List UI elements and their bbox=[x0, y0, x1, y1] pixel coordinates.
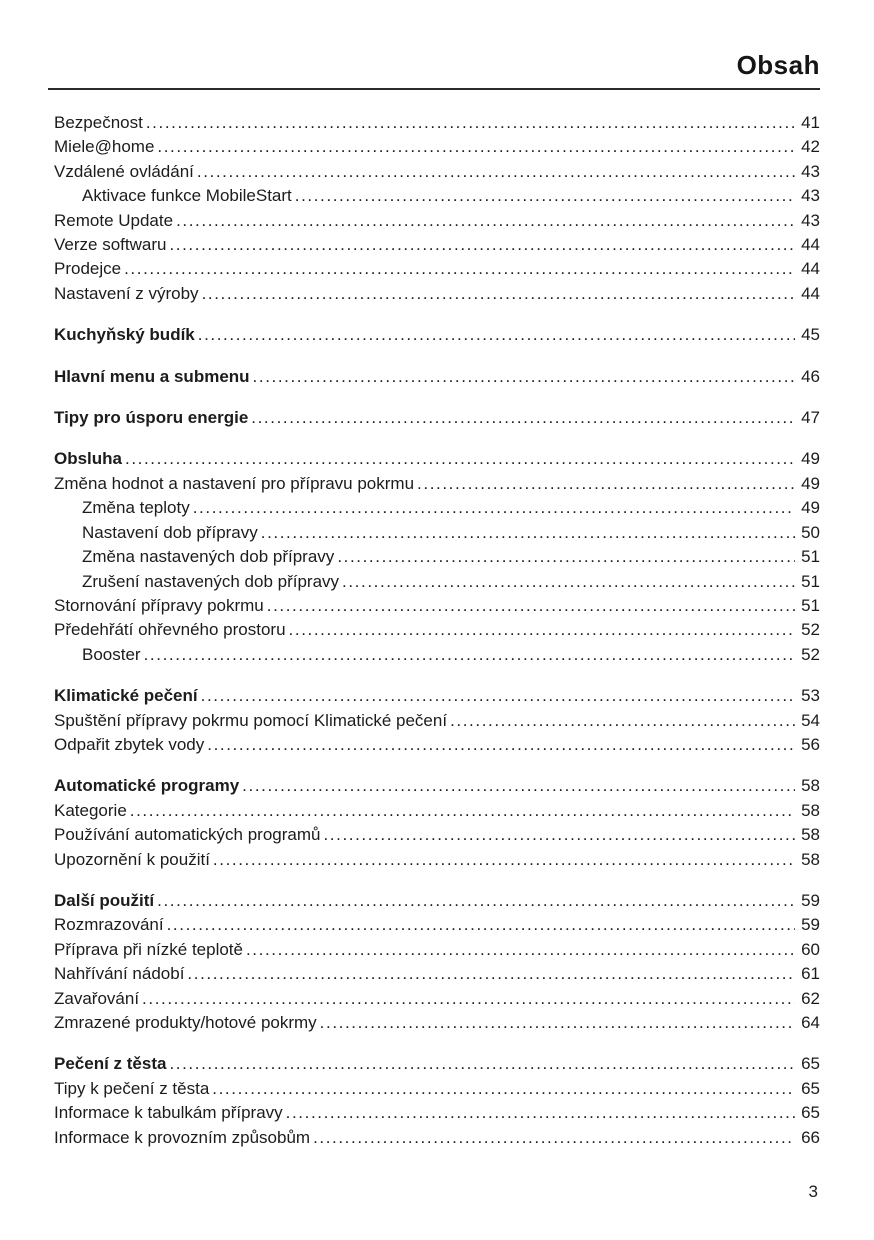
toc-entry-label: Automatické programy bbox=[54, 776, 240, 796]
dot-leader bbox=[166, 233, 795, 257]
toc-entry-page: 49 bbox=[801, 498, 820, 518]
toc-entry-label: Nastavení z výroby bbox=[54, 283, 199, 303]
toc-entry bbox=[54, 823, 820, 847]
toc-entry-label: Odpařit zbytek vody bbox=[54, 734, 205, 754]
toc-entry-label: Nastavení dob přípravy bbox=[82, 522, 258, 542]
toc-entry-page: 56 bbox=[801, 734, 820, 754]
toc-entry-page: 52 bbox=[801, 620, 820, 640]
toc-entry bbox=[54, 365, 820, 389]
toc-entry-label: Upozornění k použití bbox=[54, 849, 210, 869]
toc-entry bbox=[54, 135, 820, 159]
toc-entry-page: 44 bbox=[801, 235, 820, 255]
toc-entry-page: 43 bbox=[801, 186, 820, 206]
toc-entry-page: 64 bbox=[801, 1013, 820, 1032]
toc-entry-label: Obsluha bbox=[54, 449, 123, 469]
toc-entry-page: 49 bbox=[801, 473, 820, 493]
toc-entry-page: 51 bbox=[801, 547, 820, 567]
dot-leader bbox=[283, 1101, 795, 1125]
toc-entry-page: 42 bbox=[801, 137, 820, 157]
toc-entry bbox=[54, 447, 820, 471]
toc-entry bbox=[54, 1052, 820, 1076]
toc-entry-label: Zmrazené produkty/hotové pokrmy bbox=[54, 1013, 317, 1032]
toc-entry-page: 65 bbox=[801, 1078, 820, 1098]
dot-leader bbox=[143, 111, 795, 135]
dot-leader bbox=[195, 323, 795, 347]
toc-entry-label: Tipy k pečení z těsta bbox=[54, 1078, 210, 1098]
toc-entry-label: Informace k tabulkám přípravy bbox=[54, 1103, 283, 1123]
toc-entry-page: 51 bbox=[801, 595, 820, 615]
toc-entry bbox=[54, 799, 820, 823]
toc-entry-label: Remote Update bbox=[54, 210, 174, 230]
dot-leader bbox=[154, 889, 795, 913]
dot-leader bbox=[310, 1126, 795, 1150]
toc-entry-page: 58 bbox=[801, 800, 820, 820]
toc-group bbox=[54, 774, 820, 872]
dot-leader bbox=[317, 1011, 795, 1035]
toc-entry bbox=[54, 643, 820, 667]
toc-entry bbox=[54, 709, 820, 733]
toc-entry-label: Další použití bbox=[54, 890, 155, 910]
toc-entry-label: Rozmrazování bbox=[54, 915, 164, 935]
dot-leader bbox=[154, 135, 795, 159]
toc-group bbox=[54, 323, 820, 347]
toc-entry-page: 65 bbox=[801, 1103, 820, 1123]
page-number: 3 bbox=[808, 1182, 818, 1201]
dot-leader bbox=[190, 496, 795, 520]
toc-entry bbox=[54, 1011, 820, 1035]
toc-entry-label: Verze softwaru bbox=[54, 235, 167, 255]
toc-entry-label: Bezpečnost bbox=[54, 113, 143, 132]
toc-entry bbox=[54, 160, 820, 184]
toc-entry-page: 41 bbox=[801, 113, 820, 132]
toc-entry-label: Zrušení nastavených dob přípravy bbox=[82, 571, 340, 591]
toc-entry-label: Spuštění přípravy pokrmu pomocí Klimatické pečení bbox=[54, 710, 448, 730]
toc-entry-page: 60 bbox=[801, 939, 820, 959]
toc-entry bbox=[54, 209, 820, 233]
dot-leader bbox=[447, 709, 795, 733]
dot-leader bbox=[127, 799, 795, 823]
dot-leader bbox=[194, 160, 795, 184]
toc-entry-label: Nahřívání nádobí bbox=[54, 964, 185, 984]
toc-entry-label: Změna teploty bbox=[82, 498, 190, 518]
toc-entry-label: Pečení z těsta bbox=[54, 1054, 167, 1074]
dot-leader bbox=[243, 938, 795, 962]
toc-entry-label: Používání automatických programů bbox=[54, 825, 321, 845]
toc-entry bbox=[54, 618, 820, 642]
toc-entry bbox=[54, 594, 820, 618]
page-header bbox=[48, 50, 820, 90]
dot-leader bbox=[141, 643, 795, 667]
dot-leader bbox=[320, 823, 795, 847]
dot-leader bbox=[239, 774, 795, 798]
toc-list bbox=[54, 111, 820, 1150]
toc-entry-page: 58 bbox=[801, 825, 820, 845]
toc-entry-page: 44 bbox=[801, 259, 820, 279]
toc-entry-page: 61 bbox=[801, 964, 820, 984]
toc-entry-label: Aktivace funkce MobileStart bbox=[82, 186, 292, 206]
toc-entry-page: 44 bbox=[801, 283, 820, 303]
toc-entry-label: Kategorie bbox=[54, 800, 127, 820]
dot-leader bbox=[173, 209, 795, 233]
toc-group bbox=[54, 447, 820, 667]
toc-entry bbox=[54, 257, 820, 281]
toc-entry bbox=[54, 962, 820, 986]
toc-entry bbox=[54, 938, 820, 962]
toc-entry-page: 45 bbox=[801, 325, 820, 345]
toc-entry bbox=[54, 323, 820, 347]
toc-entry-label: Klimatické pečení bbox=[54, 686, 198, 706]
toc-group bbox=[54, 1052, 820, 1150]
dot-leader bbox=[210, 848, 795, 872]
dot-leader bbox=[334, 545, 795, 569]
toc-entry bbox=[54, 684, 820, 708]
toc-entry-label: Booster bbox=[82, 644, 141, 664]
toc-entry bbox=[54, 111, 820, 135]
toc-entry-label: Vzdálené ovládání bbox=[54, 161, 194, 181]
dot-leader bbox=[209, 1077, 795, 1101]
toc-entry bbox=[54, 733, 820, 757]
dot-leader bbox=[286, 618, 795, 642]
toc-entry-page: 49 bbox=[801, 449, 820, 469]
toc-entry bbox=[54, 913, 820, 937]
toc-entry bbox=[54, 545, 820, 569]
toc-group bbox=[54, 111, 820, 306]
toc-entry-page: 46 bbox=[801, 366, 820, 386]
toc-entry-page: 43 bbox=[801, 210, 820, 230]
toc-group bbox=[54, 365, 820, 389]
header-rule bbox=[48, 88, 820, 90]
toc-entry-label: Změna hodnot a nastavení pro přípravu pokrmu bbox=[54, 473, 415, 493]
toc-entry-page: 51 bbox=[801, 571, 820, 591]
toc-entry bbox=[54, 521, 820, 545]
toc-entry-label: Kuchyňský budík bbox=[54, 325, 195, 345]
toc-group bbox=[54, 889, 820, 1035]
toc-entry bbox=[54, 472, 820, 496]
toc-entry bbox=[54, 570, 820, 594]
toc-entry-label: Předehřátí ohřevného prostoru bbox=[54, 620, 286, 640]
dot-leader bbox=[250, 365, 795, 389]
toc-entry bbox=[54, 233, 820, 257]
toc-entry-page: 47 bbox=[801, 408, 820, 428]
toc-group bbox=[54, 684, 820, 757]
toc-entry-label: Změna nastavených dob přípravy bbox=[82, 547, 335, 567]
toc-entry bbox=[54, 282, 820, 306]
toc-entry-page: 59 bbox=[801, 890, 820, 910]
toc-entry bbox=[54, 1126, 820, 1150]
toc-entry bbox=[54, 848, 820, 872]
dot-leader bbox=[184, 962, 795, 986]
dot-leader bbox=[164, 913, 795, 937]
toc-entry-label: Zavařování bbox=[54, 988, 140, 1008]
toc-entry-page: 59 bbox=[801, 915, 820, 935]
dot-leader bbox=[204, 733, 795, 757]
toc-entry bbox=[54, 184, 820, 208]
dot-leader bbox=[166, 1052, 795, 1076]
toc-entry-page: 65 bbox=[801, 1054, 820, 1074]
toc-entry-page: 58 bbox=[801, 776, 820, 796]
toc-entry-label: Miele@home bbox=[54, 137, 155, 157]
dot-leader bbox=[199, 282, 795, 306]
toc-entry bbox=[54, 1077, 820, 1101]
toc-entry bbox=[54, 987, 820, 1011]
dot-leader bbox=[139, 987, 795, 1011]
toc-entry-label: Příprava při nízké teplotě bbox=[54, 939, 243, 959]
page-title: Obsah bbox=[736, 50, 820, 80]
dot-leader bbox=[292, 184, 795, 208]
toc-entry-page: 52 bbox=[801, 644, 820, 664]
dot-leader bbox=[198, 684, 795, 708]
toc-entry-page: 53 bbox=[801, 686, 820, 706]
dot-leader bbox=[122, 447, 795, 471]
toc-entry-label: Prodejce bbox=[54, 259, 122, 279]
toc-entry-page: 50 bbox=[801, 522, 820, 542]
toc-entry bbox=[54, 406, 820, 430]
dot-leader bbox=[121, 257, 795, 281]
toc-entry-label: Tipy pro úsporu energie bbox=[54, 408, 249, 428]
toc-entry bbox=[54, 774, 820, 798]
toc-entry-page: 54 bbox=[801, 710, 820, 730]
toc-entry-page: 66 bbox=[801, 1127, 820, 1147]
toc-entry-label: Hlavní menu a submenu bbox=[54, 366, 250, 386]
dot-leader bbox=[339, 570, 795, 594]
toc-entry bbox=[54, 889, 820, 913]
toc-entry bbox=[54, 496, 820, 520]
dot-leader bbox=[414, 472, 795, 496]
dot-leader bbox=[248, 406, 795, 430]
toc-entry-label: Stornování přípravy pokrmu bbox=[54, 595, 264, 615]
toc-entry bbox=[54, 1101, 820, 1125]
toc-entry-page: 58 bbox=[801, 849, 820, 869]
dot-leader bbox=[258, 521, 795, 545]
dot-leader bbox=[264, 594, 795, 618]
toc-entry-page: 62 bbox=[801, 988, 820, 1008]
toc-entry-label: Informace k provozním způsobům bbox=[54, 1127, 311, 1147]
toc-entry-page: 43 bbox=[801, 161, 820, 181]
toc-group bbox=[54, 406, 820, 430]
